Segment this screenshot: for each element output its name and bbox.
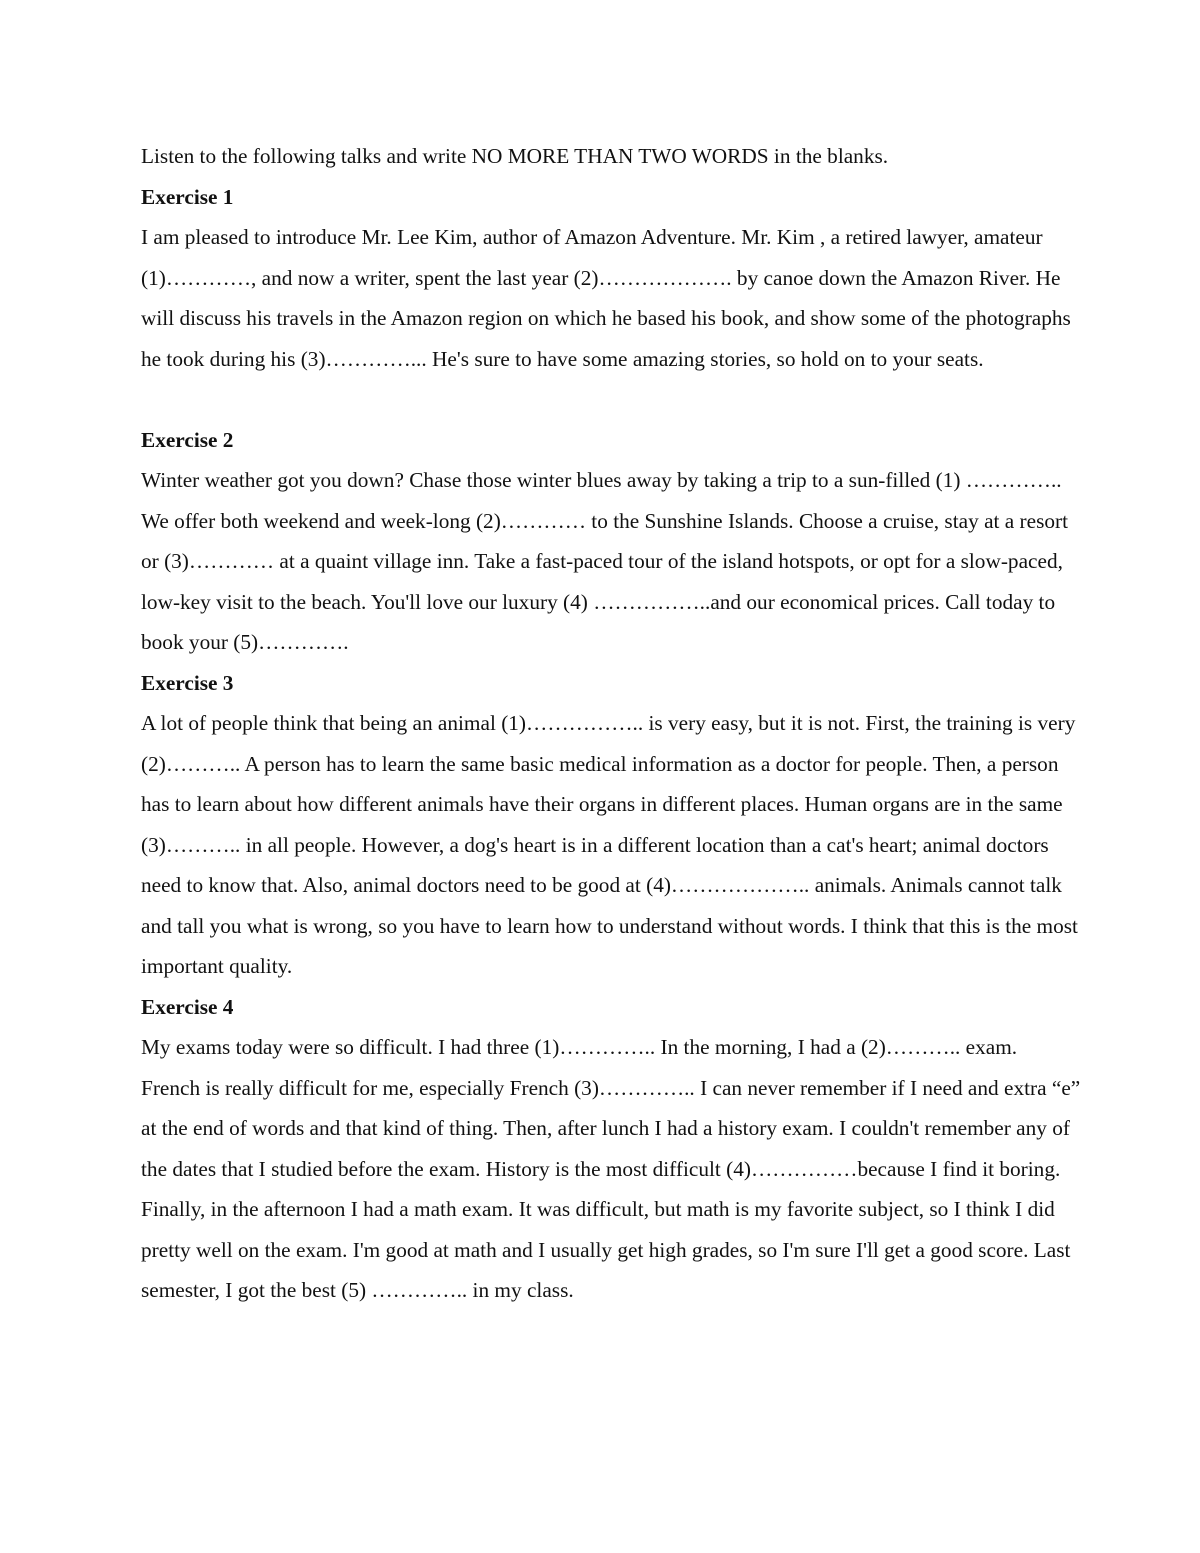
exercise-3-heading: Exercise 3 (141, 670, 234, 695)
exercise-4-text: My exams today were so difficult. I had three (1)………….. In the morning, I had a (2)……….. exam. French is really difficult for me, especially French (3)………….. I can never remember if I need and extra “e” at the end of words and that kind of thing. Then, after lunch I had a history exam. I couldn't remember any of the dates that I studied before the exam. History is the most difficult (4)……………because I find it boring. Finally, in the afternoon I had a math exam. It was difficult, but math is my favorite subject, so I think I did pretty well on the exam. I'm good at math and I usually get high grades, so I'm sure I'll get a good score. Last semester, I got the best (5) ………….. in my class. (141, 1035, 1081, 1302)
blank-line (141, 379, 1081, 420)
document-page (141, 136, 1081, 1311)
instructions-text: Listen to the following talks and write NO MORE THAN TWO WORDS in the blanks. (141, 144, 889, 168)
exercise-2-text: Winter weather got you down? Chase those winter blues away by taking a trip to a sun-filled (1) ………….. We offer both weekend and week-long (2)………… to the Sunshine Islands. Choose a cruise, stay at a resort or (3)………… at a quaint village inn. Take a fast-paced tour of the island hotspots, or opt for a slow-paced, low-key visit to the beach. You'll love our luxury (4) ……………..and our economical prices. Call today to book your (5)…………. (141, 468, 1069, 654)
exercise-1-text: I am pleased to introduce Mr. Lee Kim, author of Amazon Adventure. Mr. Kim , a retired lawyer, amateur (1)…………, and now a writer, spent the last year (2)………………. by canoe down the Amazon River. He will discuss his travels in the Amazon region on which he based his book, and show some of the photographs he took during his (3)…………... He's sure to have some amazing stories, so hold on to your seats. (141, 225, 1071, 371)
exercise-2-heading: Exercise 2 (141, 427, 234, 452)
exercise-3-text: A lot of people think that being an animal (1)…………….. is very easy, but it is not. First, the training is very (2)……….. A person has to learn the same basic medical information as a doctor for people. Then, a person has to learn about how different animals have their organs in different places. Human organs are in the same (3)……….. in all people. However, a dog's heart is in a different location than a cat's heart; animal doctors need to know that. Also, animal doctors need to be good at (4)……………….. animals. Animals cannot talk and tall you what is wrong, so you have to learn how to understand without words. I think that this is the most important quality. (141, 711, 1078, 978)
exercise-1-heading: Exercise 1 (141, 184, 234, 209)
exercise-4-heading: Exercise 4 (141, 994, 234, 1019)
